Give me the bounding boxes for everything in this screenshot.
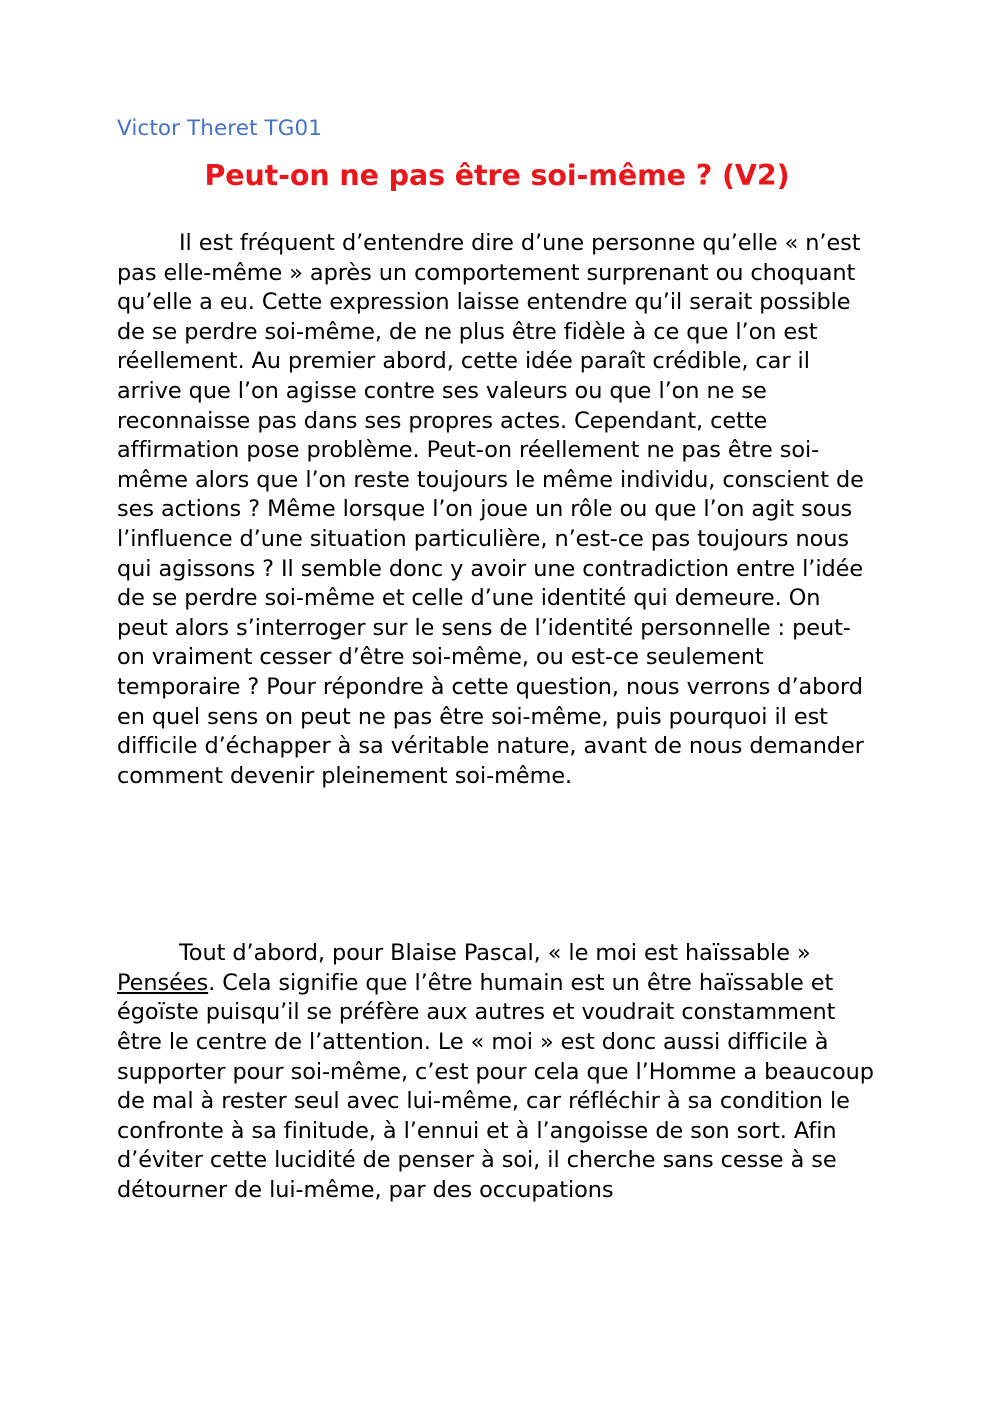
book-title-pensees: Pensées bbox=[117, 969, 209, 996]
paragraph-pascal-lead: Tout d’abord, pour Blaise Pascal, « le moi est haïssable » bbox=[179, 940, 811, 967]
author-header: Victor Theret TG01 bbox=[117, 116, 323, 141]
page-title: Peut-on ne pas être soi-même ? (V2) bbox=[204, 159, 790, 192]
body-text bbox=[117, 195, 877, 1206]
paragraph-intro-text: Il est fréquent d’entendre dire d’une personne qu’elle « n’est pas elle-même » après un comportement surprenant ou choquant qu’elle a eu. Cette expression laisse entendre qu’il serait possible de se perdre soi-même, de ne plus être fidèle à ce que l’on est réellement. Au premier abord, cette idée paraît crédible, car il arrive que l’on agisse contre ses valeurs ou que l’on ne se reconnaisse pas dans ses propres actes. Cependant, cette affirmation pose problème. Peut-on réellement ne pas être soi-même alors que l’on reste toujours le même individu, conscient de ses actions ? Même lorsque l’on joue un rôle ou que l’on agit sous l’influence d’une situation particulière, n’est-ce pas toujours nous qui agissons ? Il semble donc y avoir une contradiction entre l’idée de se perdre soi-même et celle d’une identité qui demeure. On peut alors s’interroger sur le sens de l’identité personnelle : peut-on vraiment cesser d’être soi-même, ou est-ce seulement temporaire ? Pour répondre à cette question, nous verrons d’abord en quel sens on peut ne pas être soi-même, puis pourquoi il est difficile d’échapper à sa véritable nature, avant de nous demander comment devenir pleinement soi-même. bbox=[117, 230, 864, 789]
paragraph-intro bbox=[117, 229, 877, 791]
paragraph-pascal-rest: . Cela signifie que l’être humain est un être haïssable et égoïste puisqu’il se préfère aux autres et voudrait constamment être le centre de l’attention. Le « moi » est donc aussi difficile à supporter pour soi-même, c’est pour cela que l’Homme a beaucoup de mal à rester seul avec lui-même, car réfléchir à sa condition le confronte à sa finitude, à l’ennui et à l’angoisse de son sort. Afin d’éviter cette lucidité de penser à soi, il cherche sans cesse à se détourner de lui-même, par des occupations bbox=[117, 969, 874, 1204]
paragraph-pascal bbox=[117, 939, 877, 1205]
paragraph-spacer bbox=[117, 791, 877, 939]
page-content bbox=[117, 0, 877, 1206]
